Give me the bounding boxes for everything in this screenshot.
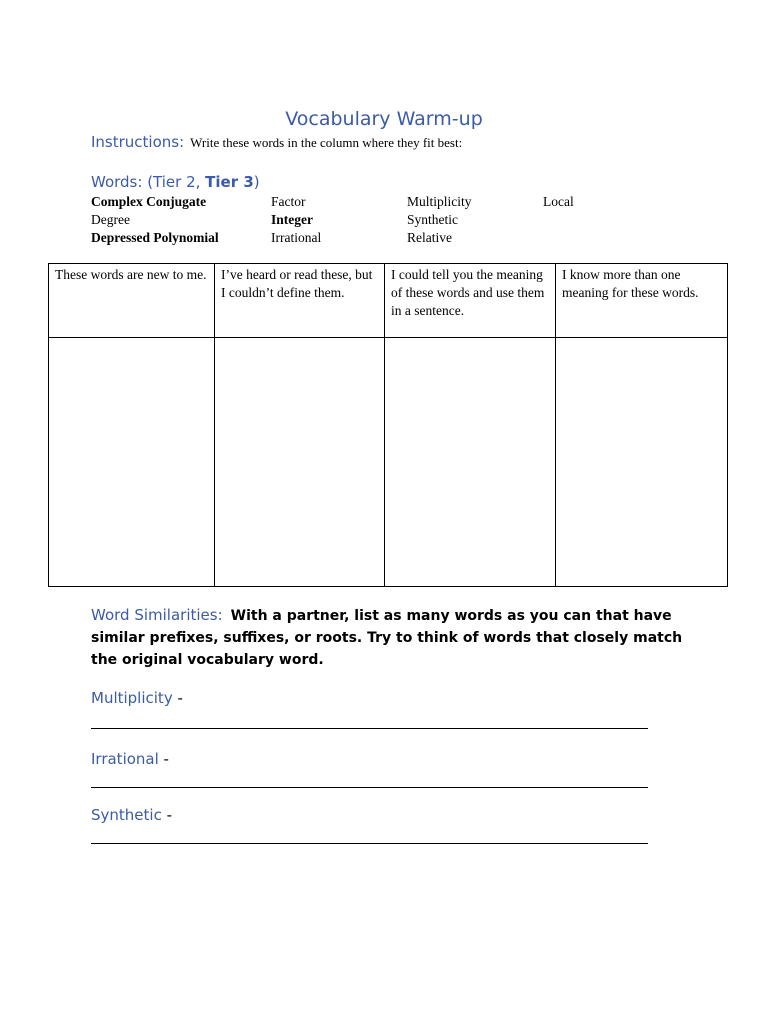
practice-word: [91, 806, 172, 824]
answer-cell-new[interactable]: [49, 338, 215, 587]
answer-line[interactable]: [91, 787, 648, 788]
word-similarities-text: With a partner, list as many words as you can that have similar prefixes, suffixes, or roots. Try to think of words that closely match the original vocabulary word.: [91, 608, 683, 668]
answer-line[interactable]: [91, 728, 648, 729]
word-bank-item: Integer: [271, 212, 313, 227]
answer-line[interactable]: [91, 843, 648, 844]
page-title: Vocabulary Warm-up: [285, 108, 483, 130]
column-header-multiple: I know more than one meaning for these words.: [556, 264, 728, 338]
instructions: [91, 133, 462, 152]
word-bank-item: Irrational: [271, 230, 322, 245]
answer-cell-multiple[interactable]: [556, 338, 728, 587]
word-bank-item: Degree: [91, 212, 130, 227]
answer-cell-use[interactable]: [385, 338, 556, 587]
table-header-row: [49, 264, 728, 338]
instructions-label: Instructions:: [91, 133, 185, 151]
word-bank-item: Relative: [407, 230, 452, 245]
instructions-text: Write these words in the column where they fit best:: [190, 135, 463, 150]
word-similarities-label: Word Similarities:: [91, 606, 223, 624]
practice-word: [91, 689, 183, 707]
table-answer-row: [49, 338, 728, 587]
practice-word-name: Irrational: [91, 750, 159, 768]
practice-word-dash: -: [172, 689, 183, 707]
practice-word-name: Synthetic: [91, 806, 162, 824]
answer-cell-heard[interactable]: [215, 338, 385, 587]
word-bank-item: Complex Conjugate: [91, 194, 207, 209]
words-heading: [91, 173, 260, 191]
words-heading-tier3: Tier 3: [205, 173, 254, 191]
column-header-heard: I’ve heard or read these, but I couldn’t define them.: [215, 264, 385, 338]
practice-word-name: Multiplicity: [91, 689, 173, 707]
vocabulary-sort-table: [48, 263, 728, 587]
word-bank-item: Depressed Polynomial: [91, 230, 219, 245]
word-bank-item: Synthetic: [407, 212, 458, 227]
column-header-use: I could tell you the meaning of these words and use them in a sentence.: [385, 264, 556, 338]
word-similarities: [91, 604, 701, 671]
practice-word-dash: -: [161, 806, 173, 824]
column-header-new: These words are new to me.: [49, 264, 215, 338]
word-bank-item: Local: [543, 194, 574, 209]
practice-word: [91, 750, 169, 768]
words-heading-prefix: Words: (Tier 2,: [91, 173, 206, 191]
words-heading-suffix: ): [253, 173, 260, 191]
practice-word-dash: -: [158, 750, 169, 768]
word-bank-item: Factor: [271, 194, 306, 209]
word-bank-item: Multiplicity: [407, 194, 472, 209]
